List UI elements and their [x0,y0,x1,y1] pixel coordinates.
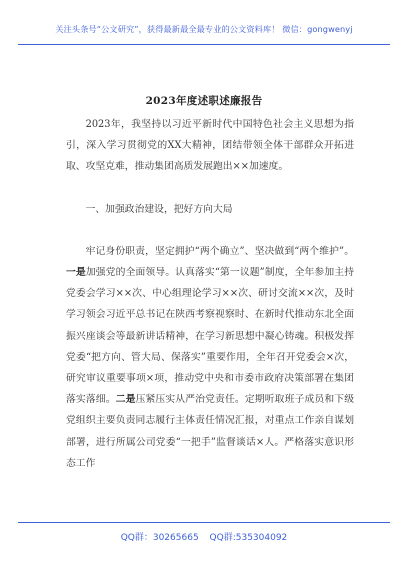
section-heading-1: 一、加强政治建设，把好方向大局 [85,203,233,215]
intro-paragraph: 2023年，我坚持以习近平新时代中国特色社会主义思想为指引，深入学习贯彻党的XX大精神，团结带领全体干部群众开拓进取、攻坚克难，推动集团高质发展跑出××加速度。 [66,119,354,173]
document-title: 2023年度述职述廉报告 [145,95,263,107]
point-2-marker: 二是 [115,394,136,406]
paragraph-spacer [66,220,354,241]
paragraph-spacer [66,178,354,199]
footer-qq-group-2: QQ群:535304092 [209,533,288,543]
footer [0,530,408,543]
document-body [66,114,354,474]
point-1-text: 加强党的全面领导。认真落实“第一议题”制度，全年参加主持党委会学习××次、中心组理论学习××次、研讨交流××次，及时学习领会习近平总书记在陕西考察视察时、在新时代推动东北全面振兴座谈会等最新讲话精神，在学习新思想中凝心铸魂。积极发挥党委“把方向、管大局、保落实”重要作用，全年召开党委会×次，研究审议重要事项×项，推动党中央和市委市政府决策部署在集团落实落细。 [66,267,354,406]
section-1-lead: 牢记身份职责，坚定拥护“两个确立”、坚决做到“两个维护”。 [85,245,354,257]
header-banner: 关注头条号“公文研究”，获得最新最全最专业的公文资料库！ 微信：gongwenyj [55,24,353,34]
footer-qq-group-1: QQ群：30265665 [120,533,199,543]
point-2-text: 压紧压实从严治党责任。定期听取班子成员和下级党组织主要负责同志履行主体责任情况汇报，对重点工作亲自谋划部署，进行所属公司党委“一把手”监督谈话×人。严格落实意识形态工作 [66,394,355,469]
point-1-marker: 一是 [66,267,86,279]
footer-divider [18,522,390,523]
section-1-paragraph [66,241,354,474]
header-divider [18,44,390,45]
